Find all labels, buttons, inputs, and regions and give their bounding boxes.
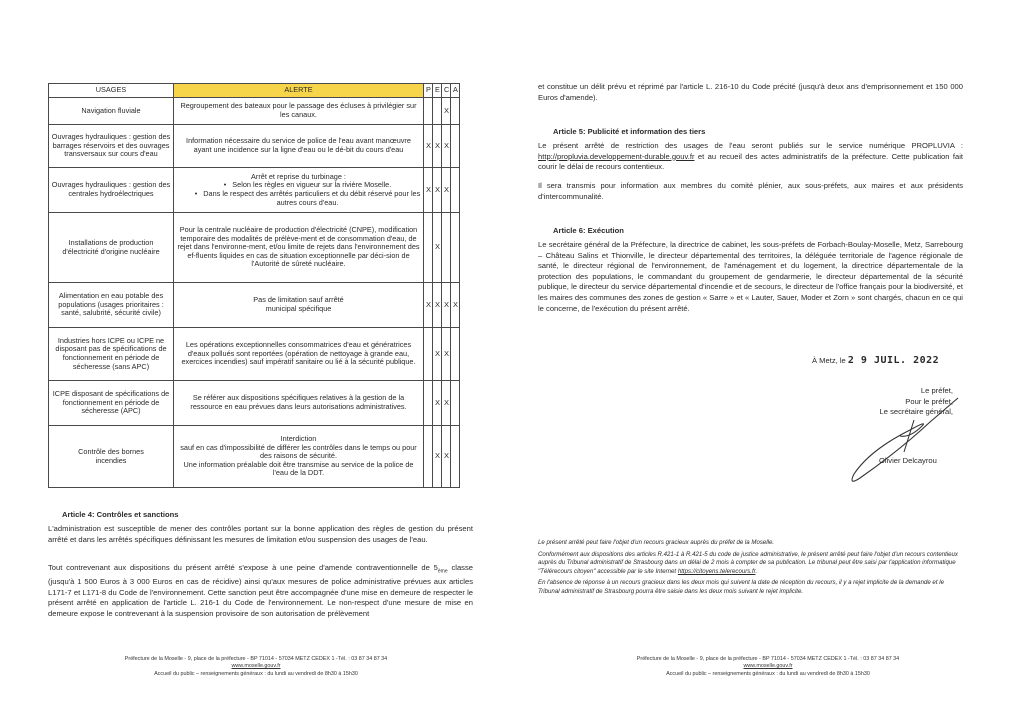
flag-a (451, 98, 460, 125)
footer-address: Préfecture de la Moselle - 9, place de la préfecture - BP 71014 - 57034 METZ CEDEX 1 -Tél. : 03 87 34 87 34 (124, 656, 388, 662)
flag-c: X (442, 168, 451, 213)
footer-hours: Accueil du public – renseignements généraux : du lundi au vendredi de 8h30 à 15h30 (666, 670, 870, 677)
article6-title: Article 6: Exécution (553, 226, 624, 235)
flag-c: X (442, 426, 451, 488)
alerte-intro: Arrêt et reprise du turbinage : (251, 171, 346, 181)
usage-cell: Contrôle des bornes incendies (49, 426, 174, 488)
footer-address: Préfecture de la Moselle - 9, place de la préfecture - BP 71014 - 57034 METZ CEDEX 1 -Tél. : 03 87 34 87 34 (636, 656, 900, 662)
propluvia-link[interactable]: http://propluvia.developpement-durable.gouv.fr (538, 151, 695, 161)
signatory-name: Olivier Delcayrou (879, 456, 937, 465)
signature-date (812, 355, 939, 366)
signature-place: À Metz, le (812, 356, 848, 365)
legal-p2-text: Conformément aux dispositions des articles R.421-1 à R.421-5 du code de justice administrative, le présent arrêté peut faire l'objet d'un recours contentieux auprès du Tribunal administratif de Strasbourg dans un délai de 2 mois à compter de sa publication. Le tribunal peut être saisi par l'application informatique "Télérecours citoyen" accessible par le site Internet (538, 550, 958, 575)
article6-paragraph1: Le secrétaire général de la Préfecture, la directrice de cabinet, les sous-préfets de Forbach-Boulay-Moselle, Metz, Sarrebourg – Château Salins et Thionville, le directeur départemental des territoires, la déléguée territoriale de l'agence régionale de santé, le directeur régional de l'environnement, de l'aménagement et du logement, la directrice départementale de la protection des populations, le commandant du groupement de gendarmerie, le directeur départemental de la sécurité publique, le directeur du service départemental d'incendie et de secours, le directeur de l'office français pour la biodiversité, et les maires des communes des zones de gestion « Sarre » et « Lauter, Sauer, Moder et Zorn » sont chargés, chacun en ce qui le concerne, de l'exécution du présent arrêté. (538, 240, 963, 313)
flag-e: X (433, 426, 442, 488)
table-row (49, 168, 460, 213)
article4-p2-part-b: classe (jusqu'à 1 500 Euros à 3 000 Euros en cas de récidive) ainsi qu'aux mesures de police administrative prévues aux articles L171-7 et L171-8 du Code de l'environnement. Cette sanction peut être accompagnée d'une mise en demeure de respecter le présent arrêté en application de l'article L. 216-1 du Code de l'environnement. Le non-respect d'une mesure de mise en demeure expose le contrevenant à la suspension provisoire de son autorisation de prélèvement (48, 563, 473, 618)
alerte-cell: Se référer aux dispositions spécifiques relatives à la gestion de la ressource en eau prévues dans leurs autorisations administratives. (174, 381, 424, 426)
usage-cell: Ouvrages hydrauliques : gestion des centrales hydroélectriques (49, 168, 174, 213)
article5-title: Article 5: Publicité et information des tiers (553, 127, 706, 136)
article4-title: Article 4: Contrôles et sanctions (62, 510, 179, 519)
flag-a (451, 426, 460, 488)
flag-c: X (442, 125, 451, 168)
alerte-bullet: • Dans le respect des arrêtés particuliers et du débit réservé pour les autres cours d'eau. (194, 190, 421, 207)
article4-paragraph2 (48, 563, 473, 619)
header-e: E (433, 84, 442, 98)
alerte-cell (174, 426, 424, 488)
header-alerte: ALERTE (174, 84, 424, 98)
signature-line1: Le préfet, (920, 386, 953, 395)
flag-a: X (451, 283, 460, 328)
header-p: P (424, 84, 433, 98)
flag-p: X (424, 283, 433, 328)
header-c: C (442, 84, 451, 98)
alerte-cell: Information nécessaire du service de police de l'eau avant manœuvre ayant une incidence sur la ligne d'eau ou le dé-bit du cours d'eau (174, 125, 424, 168)
flag-c (442, 213, 451, 283)
signature-line2: Pour le préfet, (905, 396, 953, 406)
handwritten-signature (840, 390, 970, 490)
article5-p1-part-b: et au recueil des actes administratifs de la préfecture. Cette publication fait courir le délai de recours contentieux. (538, 151, 963, 172)
alerte-cell: Les opérations exceptionnelles consommatrices d'eau et génératrices d'eaux pollués sont reportées (opération de nettoyage à grande eau, exercices incendies) sauf impératif sanitaire ou lié à la sécurité publique. (174, 328, 424, 381)
telerecours-link[interactable]: https://citoyens.telerecours.fr (677, 567, 756, 575)
article4-p2-ordinal: ème (437, 568, 448, 575)
flag-p (424, 213, 433, 283)
article5-p1-part-a: Le présent arrêté de restriction des usages de l'eau seront publiés sur le service numérique PROPLUVIA : (538, 141, 963, 150)
flag-c: X (442, 283, 451, 328)
alerte-line: Une information préalable doit être transmise au service de la police de l'eau de la DDT. (183, 459, 414, 478)
table-row (49, 125, 460, 168)
legal-paragraph2 (538, 551, 958, 577)
date-stamp: 2 9 JUIL. 2022 (847, 355, 940, 366)
flag-p (424, 426, 433, 488)
legal-paragraph1: Le présent arrêté peut faire l'objet d'un recours gracieux auprès du préfet de la Moselle. (538, 539, 775, 546)
article5-paragraph1 (538, 141, 963, 173)
table-row (49, 426, 460, 488)
alerte-cell: Regroupement des bateaux pour le passage des écluses à privilégier sur les canaux. (174, 98, 424, 125)
article5-paragraph2: Il sera transmis pour information aux membres du comité plénier, aux sous-préfets, aux maires et aux présidents d'intercommunalité. (538, 181, 963, 201)
usage-cell: Industries hors ICPE ou ICPE ne disposant pas de spécifications de fonctionnement en période de sécheresse (sans APC) (49, 328, 174, 381)
flag-a (451, 213, 460, 283)
usages-table (48, 83, 460, 488)
article4-p2-part-a: Tout contrevenant aux dispositions du présent arrêté s'expose à une peine d'amende contraventionnelle de 5 (48, 563, 438, 572)
usage-cell: Ouvrages hydrauliques : gestion des barrages réservoirs et des ouvrages transversaux sur cours d'eau (49, 125, 174, 168)
alerte-line: sauf en cas d'impossibilité de différer les contrôles dans le temps ou pour des raisons de sécurité. (180, 442, 417, 461)
legal-p2-end: . (755, 567, 758, 575)
article4-paragraph1: L'administration est susceptible de mener des contrôles portant sur la bonne application des règles de gestion du présent arrêté et dans les arrêtés spécifiques définissant les mesures de limitation et/ou suspension des usages de l'eau. (48, 524, 473, 544)
flag-p (424, 328, 433, 381)
legal-notice (538, 539, 958, 600)
signature-line3: Le secrétaire général, (879, 407, 953, 417)
usage-cell: Alimentation en eau potable des populations (usages prioritaires : santé, salubrité, sécurité civile) (49, 283, 174, 328)
footer-right (512, 656, 1024, 678)
table-header-row (49, 84, 460, 98)
usage-cell: Installations de production d'électricité d'origine nucléaire (49, 213, 174, 283)
header-usages: USAGES (49, 84, 174, 98)
alerte-cell (174, 168, 424, 213)
table-row (49, 213, 460, 283)
flag-e: X (433, 168, 442, 213)
usage-cell: ICPE disposant de spécifications de fonctionnement en période de sécheresse (APC) (49, 381, 174, 426)
flag-p: X (424, 125, 433, 168)
flag-e: X (433, 283, 442, 328)
footer-hours: Accueil du public – renseignements généraux : du lundi au vendredi de 8h30 à 15h30 (154, 670, 358, 677)
header-a: A (451, 84, 460, 98)
table-row (49, 98, 460, 125)
flag-p (424, 98, 433, 125)
flag-a (451, 125, 460, 168)
flag-e: X (433, 125, 442, 168)
footer (0, 656, 512, 678)
alerte-cell: Pour la centrale nucléaire de production d'électricité (CNPE), modification temporaire des modalités de prélève-ment et de consommation d'eau, de rejet dans l'environne-ment, et/ou limite de rejets dans l'environnement des ef-fluents liquides en cas de situation exceptionnelle par déci-sion de l'Autorité de sûreté nucléaire. (174, 213, 424, 283)
footer-url[interactable]: www.moselle.gouv.fr (743, 663, 793, 670)
usage-cell: Navigation fluviale (49, 98, 174, 125)
flag-p: X (424, 168, 433, 213)
flag-e (433, 98, 442, 125)
alerte-cell: Pas de limitation sauf arrêté municipal spécifique (174, 283, 424, 328)
flag-e: X (433, 381, 442, 426)
flag-c: X (442, 381, 451, 426)
flag-a (451, 328, 460, 381)
flag-p (424, 381, 433, 426)
alerte-bullet: • Selon les règles en vigueur sur la rivière Moselle. (194, 181, 421, 190)
flag-a (451, 168, 460, 213)
article4-paragraph3: et constitue un délit prévu et réprimé par l'article L. 216-10 du Code précité (jusqu'à deux ans d'emprisonnement et 150 000 Euros d'amende). (538, 82, 963, 102)
footer-url[interactable]: www.moselle.gouv.fr (231, 663, 281, 670)
table-row (49, 328, 460, 381)
flag-c: X (442, 328, 451, 381)
flag-c: X (442, 98, 451, 125)
flag-e: X (433, 328, 442, 381)
flag-e: X (433, 213, 442, 283)
table-row (49, 283, 460, 328)
table-row (49, 381, 460, 426)
alerte-line: Interdiction (280, 434, 317, 444)
legal-paragraph3: En l'absence de réponse à un recours gracieux dans les deux mois qui suivent la date de réception du recours, il y a rejet implicite de la demande et le Tribunal administratif de Strasbourg pourra être saisie dans les deux mois suivant le rejet implicite. (538, 579, 944, 595)
flag-a (451, 381, 460, 426)
